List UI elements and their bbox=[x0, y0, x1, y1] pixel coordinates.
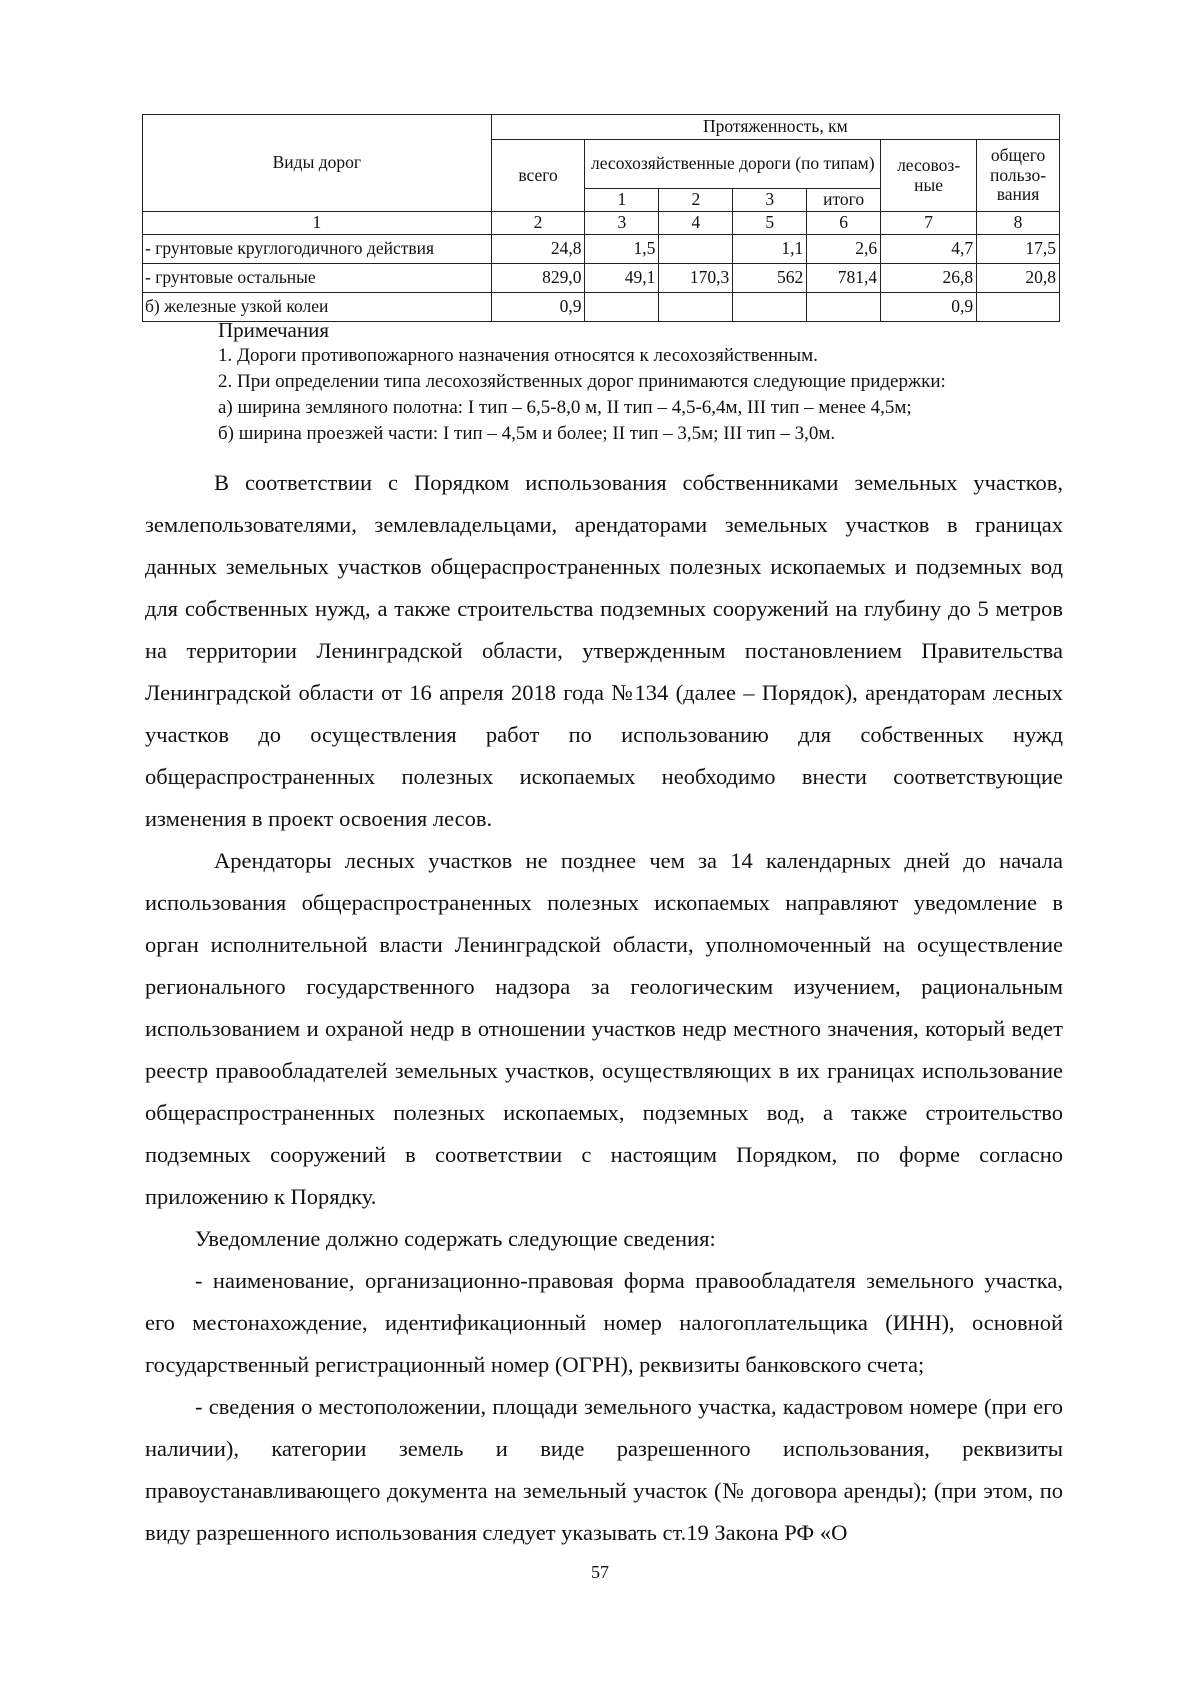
index-cell: 8 bbox=[977, 212, 1060, 235]
table-cell: 49,1 bbox=[585, 264, 659, 293]
header-type-2: 2 bbox=[659, 189, 733, 212]
index-cell: 6 bbox=[807, 212, 881, 235]
index-cell: 3 bbox=[585, 212, 659, 235]
paragraph: - наименование, организационно-правовая форма правообладателя земельного участка, его местонахождение, идентификационный номер налогоплательщика (ИНН), основной государственный регистрационный номер (ОГРН), реквизиты банковского счета; bbox=[145, 1268, 1063, 1377]
page-number: 57 bbox=[591, 1562, 609, 1582]
header-type-1: 1 bbox=[585, 189, 659, 212]
paragraph: Арендаторы лесных участков не позднее чем за 14 календарных дней до начала использования общераспространенных полезных ископаемых направляют уведомление в орган исполнительной власти Ленинградской области, уполномоченный на осуществление регионального государственного надзора за геологическим изучением, рациональным использованием и охраной недр в отношении участков недр местного значения, который ведет реестр правообладателей земельных участков, осуществляющих в их границах использование общераспространенных полезных ископаемых, подземных вод, а также строительство подземных сооружений в соответствии с настоящим Порядком, по форме согласно приложению к Порядку. bbox=[145, 848, 1063, 1209]
index-cell: 1 bbox=[143, 212, 492, 235]
table-cell: 170,3 bbox=[659, 264, 733, 293]
table-cell bbox=[659, 235, 733, 264]
table-cell: 1,1 bbox=[733, 235, 807, 264]
row-name: б) железные узкой колеи bbox=[143, 293, 492, 322]
paragraph: - сведения о местоположении, площади земельного участка, кадастровом номере (при его наличии), категории земель и виде разрешенного использования, реквизиты правоустанавливающего документа на земельный участок (№ договора аренды); (при этом, по виду разрешенного использования следует указывать ст.19 Закона РФ «О bbox=[145, 1394, 1063, 1545]
header-road-types: Виды дорог bbox=[143, 115, 492, 212]
index-row bbox=[143, 212, 1060, 235]
index-cell: 5 bbox=[733, 212, 807, 235]
body-text bbox=[145, 462, 1063, 1554]
row-name: - грунтовые остальные bbox=[143, 264, 492, 293]
table-cell: 562 bbox=[733, 264, 807, 293]
table-cell: 0,9 bbox=[881, 293, 977, 322]
table-cell: 26,8 bbox=[881, 264, 977, 293]
table-row bbox=[143, 235, 1060, 264]
notes-title: Примечания bbox=[218, 318, 330, 342]
header-subtotal: итого bbox=[807, 189, 881, 212]
note-item: а) ширина земляного полотна: I тип – 6,5-8,0 м, II тип – 4,5-6,4м, III тип – менее 4,5м; bbox=[218, 397, 912, 418]
header-public: общего пользо-вания bbox=[977, 140, 1060, 212]
header-type-3: 3 bbox=[733, 189, 807, 212]
index-cell: 4 bbox=[659, 212, 733, 235]
note-item: 1. Дороги противопожарного назначения относятся к лесохозяйственным. bbox=[218, 345, 818, 366]
table-cell: 17,5 bbox=[977, 235, 1060, 264]
road-length-table bbox=[142, 114, 1060, 322]
index-cell: 7 bbox=[881, 212, 977, 235]
table-cell: 1,5 bbox=[585, 235, 659, 264]
header-length: Протяженность, км bbox=[491, 115, 1059, 140]
paragraph: Уведомление должно содержать следующие сведения: bbox=[195, 1226, 716, 1251]
table-cell: 0,9 bbox=[491, 293, 585, 322]
table-cell: 24,8 bbox=[491, 235, 585, 264]
note-item: 2. При определении типа лесохозяйственных дорог принимаются следующие придержки: bbox=[218, 371, 946, 392]
table-cell: 20,8 bbox=[977, 264, 1060, 293]
header-total: всего bbox=[491, 140, 585, 212]
header-logging: лесовоз-ные bbox=[881, 140, 977, 212]
table-cell: 829,0 bbox=[491, 264, 585, 293]
table-cell: 2,6 bbox=[807, 235, 881, 264]
header-forestry: лесохозяйственные дороги (по типам) bbox=[585, 140, 881, 189]
table-row bbox=[143, 264, 1060, 293]
table-notes bbox=[218, 317, 1078, 447]
row-name: - грунтовые круглогодичного действия bbox=[143, 235, 492, 264]
paragraph: В соответствии с Порядком использования собственниками земельных участков, землепользователями, землевладельцами, арендаторами земельных участков в границах данных земельных участков общераспространенных полезных ископаемых и подземных вод для собственных нужд, а также строительства подземных сооружений на глубину до 5 метров на территории Ленинградской области, утвержденным постановлением Правительства Ленинградской области от 16 апреля 2018 года №134 (далее – Порядок), арендаторам лесных участков до осуществления работ по использованию для собственных нужд общераспространенных полезных ископаемых необходимо внести соответствующие изменения в проект освоения лесов. bbox=[145, 470, 1063, 831]
table-cell: 4,7 bbox=[881, 235, 977, 264]
note-item: б) ширина проезжей части: I тип – 4,5м и более; II тип – 3,5м; III тип – 3,0м. bbox=[218, 423, 836, 444]
index-cell: 2 bbox=[491, 212, 585, 235]
table-cell: 781,4 bbox=[807, 264, 881, 293]
